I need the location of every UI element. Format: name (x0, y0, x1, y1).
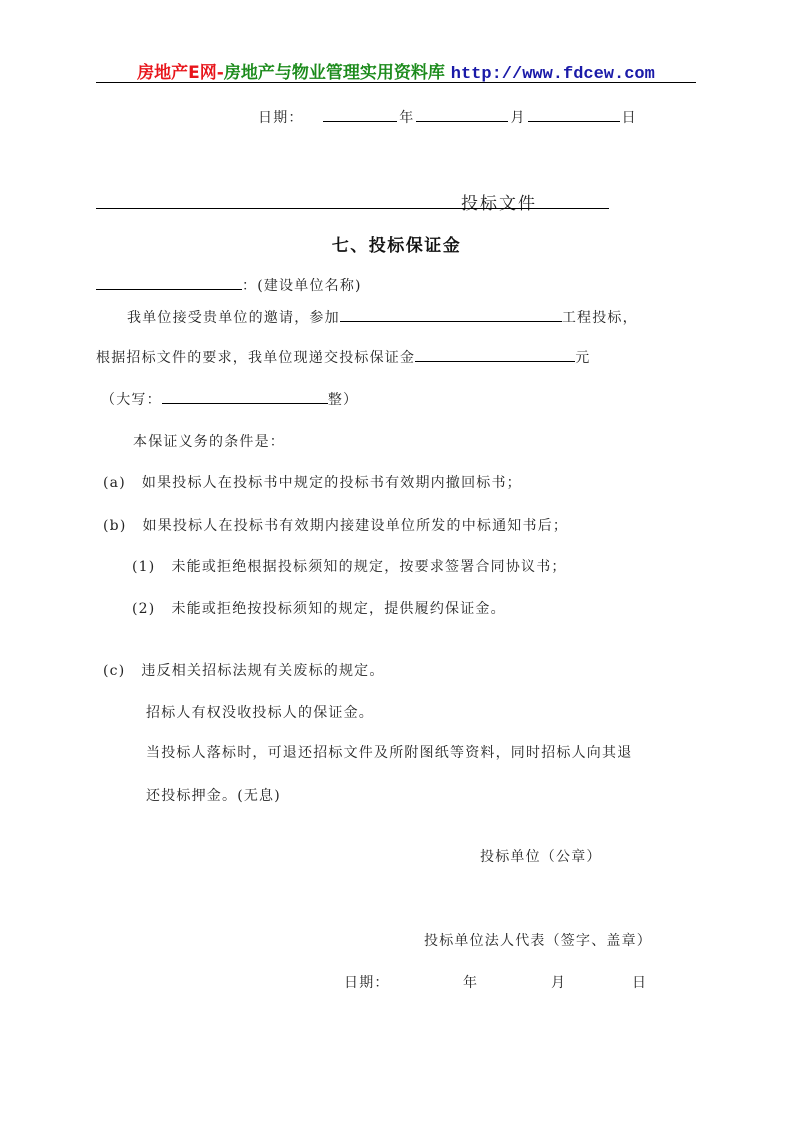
date-label: 日期： (258, 110, 304, 126)
subcondition-item (132, 598, 506, 618)
subcondition-text: 未能或拒绝根据投标须知的规定，按要求签署合同协议书； (171, 559, 567, 575)
refund-statement-line2: 还投标押金。(无息) (146, 788, 281, 804)
para1-suffix: 工程投标， (561, 310, 638, 326)
condition-text: 如果投标人在投标书中规定的投标书有效期内撤回标书； (141, 475, 522, 491)
site-header (96, 58, 696, 84)
signature-day-label: 日 (632, 975, 648, 991)
amount-blank[interactable] (415, 347, 575, 362)
conditions-intro: 本保证义务的条件是： (133, 434, 285, 450)
condition-marker: (a) (103, 475, 126, 491)
amount-words-blank[interactable] (162, 389, 328, 404)
subcondition-marker: (2) (132, 601, 156, 617)
subcondition-text: 未能或拒绝按投标须知的规定，提供履约保证金。 (171, 601, 506, 617)
bidder-seal-label: 投标单位（公章） (480, 849, 602, 865)
month-label: 月 (510, 110, 526, 126)
forfeit-statement: 招标人有权没收投标人的保证金。 (146, 705, 374, 721)
refund-statement-line1: 当投标人落标时，可退还招标文件及所附图纸等资料，同时招标人向其退 (146, 745, 633, 761)
subcondition-item (132, 556, 567, 576)
section-title: 七、投标保证金 (331, 236, 462, 256)
recipient-blank[interactable] (96, 275, 242, 290)
day-blank[interactable] (528, 107, 620, 122)
para2-suffix: 元 (575, 350, 591, 366)
condition-item (103, 515, 568, 535)
recipient-suffix: ：(建设单位名称) (242, 278, 362, 294)
bid-document-label: 投标文件 (461, 194, 537, 214)
recipient-line (96, 275, 362, 295)
legal-rep-signature-label: 投标单位法人代表（签字、盖章） (424, 933, 652, 949)
project-name-blank[interactable] (340, 307, 562, 322)
paragraph-deposit-amount (96, 347, 590, 367)
top-date-line (258, 107, 637, 127)
bid-document-rule (96, 208, 609, 209)
condition-marker: (c) (103, 663, 126, 679)
site-url-link[interactable]: http://www.fdcew.com (450, 65, 655, 84)
paragraph-invitation (127, 307, 638, 327)
para3-suffix: 整） (327, 392, 359, 408)
month-blank[interactable] (416, 107, 508, 122)
condition-text: 如果投标人在投标书有效期内接建设单位所发的中标通知书后； (142, 518, 569, 534)
brand-name: 房地产E网 (137, 63, 217, 83)
condition-item (103, 660, 385, 680)
para3-prefix: （大写： (101, 392, 162, 408)
subcondition-marker: (1) (132, 559, 156, 575)
brand-separator: - (216, 63, 224, 83)
signature-year-label: 年 (463, 975, 479, 991)
brand-tagline: 房地产与物业管理实用资料库 (223, 63, 445, 83)
signature-month-label: 月 (551, 975, 567, 991)
year-blank[interactable] (323, 107, 397, 122)
year-label: 年 (399, 110, 415, 126)
condition-marker: (b) (103, 518, 127, 534)
signature-date-line (344, 972, 664, 992)
day-label: 日 (621, 110, 637, 126)
header-divider (96, 82, 696, 83)
paragraph-amount-words (101, 389, 358, 409)
condition-text: 违反相关招标法规有关废标的规定。 (141, 663, 385, 679)
signature-date-label: 日期： (344, 975, 390, 991)
para2-prefix: 根据招标文件的要求，我单位现递交投标保证金 (96, 350, 416, 366)
para1-prefix: 我单位接受贵单位的邀请，参加 (127, 310, 340, 326)
condition-item (103, 472, 522, 492)
